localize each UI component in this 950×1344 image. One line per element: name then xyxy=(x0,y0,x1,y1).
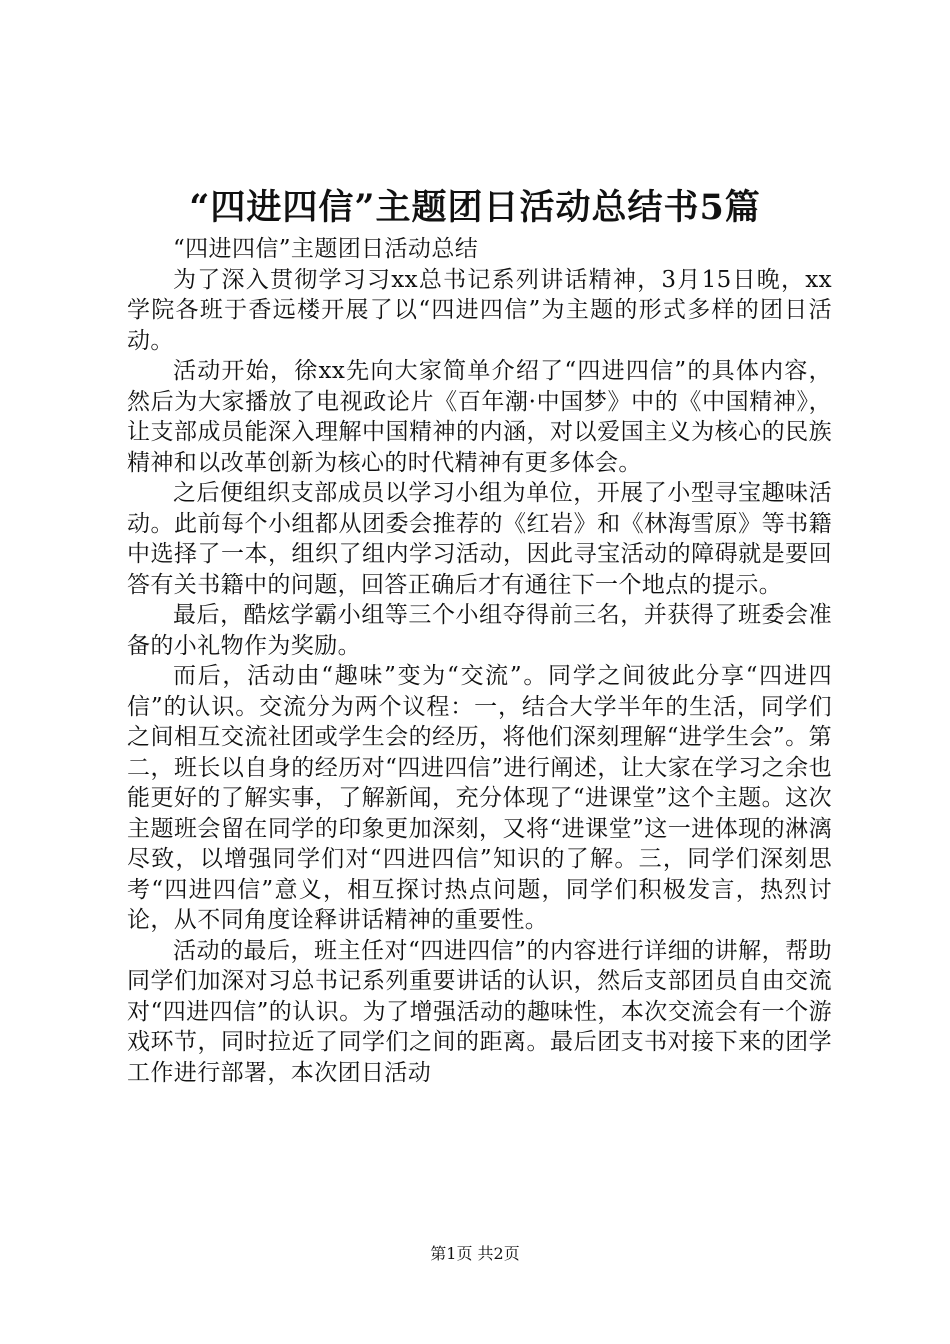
paragraph: 为了深入贯彻学习习xx总书记系列讲话精神，3月15日晚，xx学院各班于香远楼开展了以“四进四信”为主题的形式多样的团日活动。 xyxy=(127,266,832,354)
section-heading: “四进四信”主题团日活动总结 xyxy=(173,236,479,262)
document-body xyxy=(127,234,832,1088)
paragraph: 而后，活动由“趣味”变为“交流”。同学之间彼此分享“四进四信”的认识。交流分为两个议程：一，结合大学半年的生活，同学们之间相互交流社团或学生会的经历，将他们深刻理解“进学生会”。第二，班长以自身的经历对“四进四信”进行阐述，让大家在学习之余也能更好的了解实事，了解新闻，充分体现了“进课堂”这个主题。这次主题班会留在同学的印象更加深刻，又将“进课堂”这一进体现的淋漓尽致，以增强同学们对“四进四信”知识的了解。三，同学们深刻思考“四进四信”意义，相互探讨热点问题，同学们积极发言，热烈讨论，从不同角度诠释讲话精神的重要性。 xyxy=(127,663,832,933)
paragraph: 之后便组织支部成员以学习小组为单位，开展了小型寻宝趣味活动。此前每个小组都从团委会推荐的《红岩》和《林海雪原》等书籍中选择了一本，组织了组内学习活动，因此寻宝活动的障碍就是要回答有关书籍中的问题，回答正确后才有通往下一个地点的提示。 xyxy=(127,480,832,598)
paragraph: 活动的最后，班主任对“四进四信”的内容进行详细的讲解，帮助同学们加深对习总书记系列重要讲话的认识，然后支部团员自由交流对“四进四信”的认识。为了增强活动的趣味性，本次交流会有一个游戏环节，同时拉近了同学们之间的距离。最后团支书对接下来的团学工作进行部署，本次团日活动 xyxy=(127,937,832,1086)
paragraph: 活动开始，徐xx先向大家简单介绍了“四进四信”的具体内容，然后为大家播放了电视政论片《百年潮·中国梦》中的《中国精神》，让支部成员能深入理解中国精神的内涵，对以爱国主义为核心的民族精神和以改革创新为核心的时代精神有更多体会。 xyxy=(127,358,832,476)
document-title: “四进四信”主题团日活动总结书5篇 xyxy=(189,187,761,228)
page-footer: 第1页 共2页 xyxy=(430,1244,520,1263)
paragraph: 最后，酷炫学霸小组等三个小组夺得前三名，并获得了班委会准备的小礼物作为奖励。 xyxy=(127,602,832,659)
